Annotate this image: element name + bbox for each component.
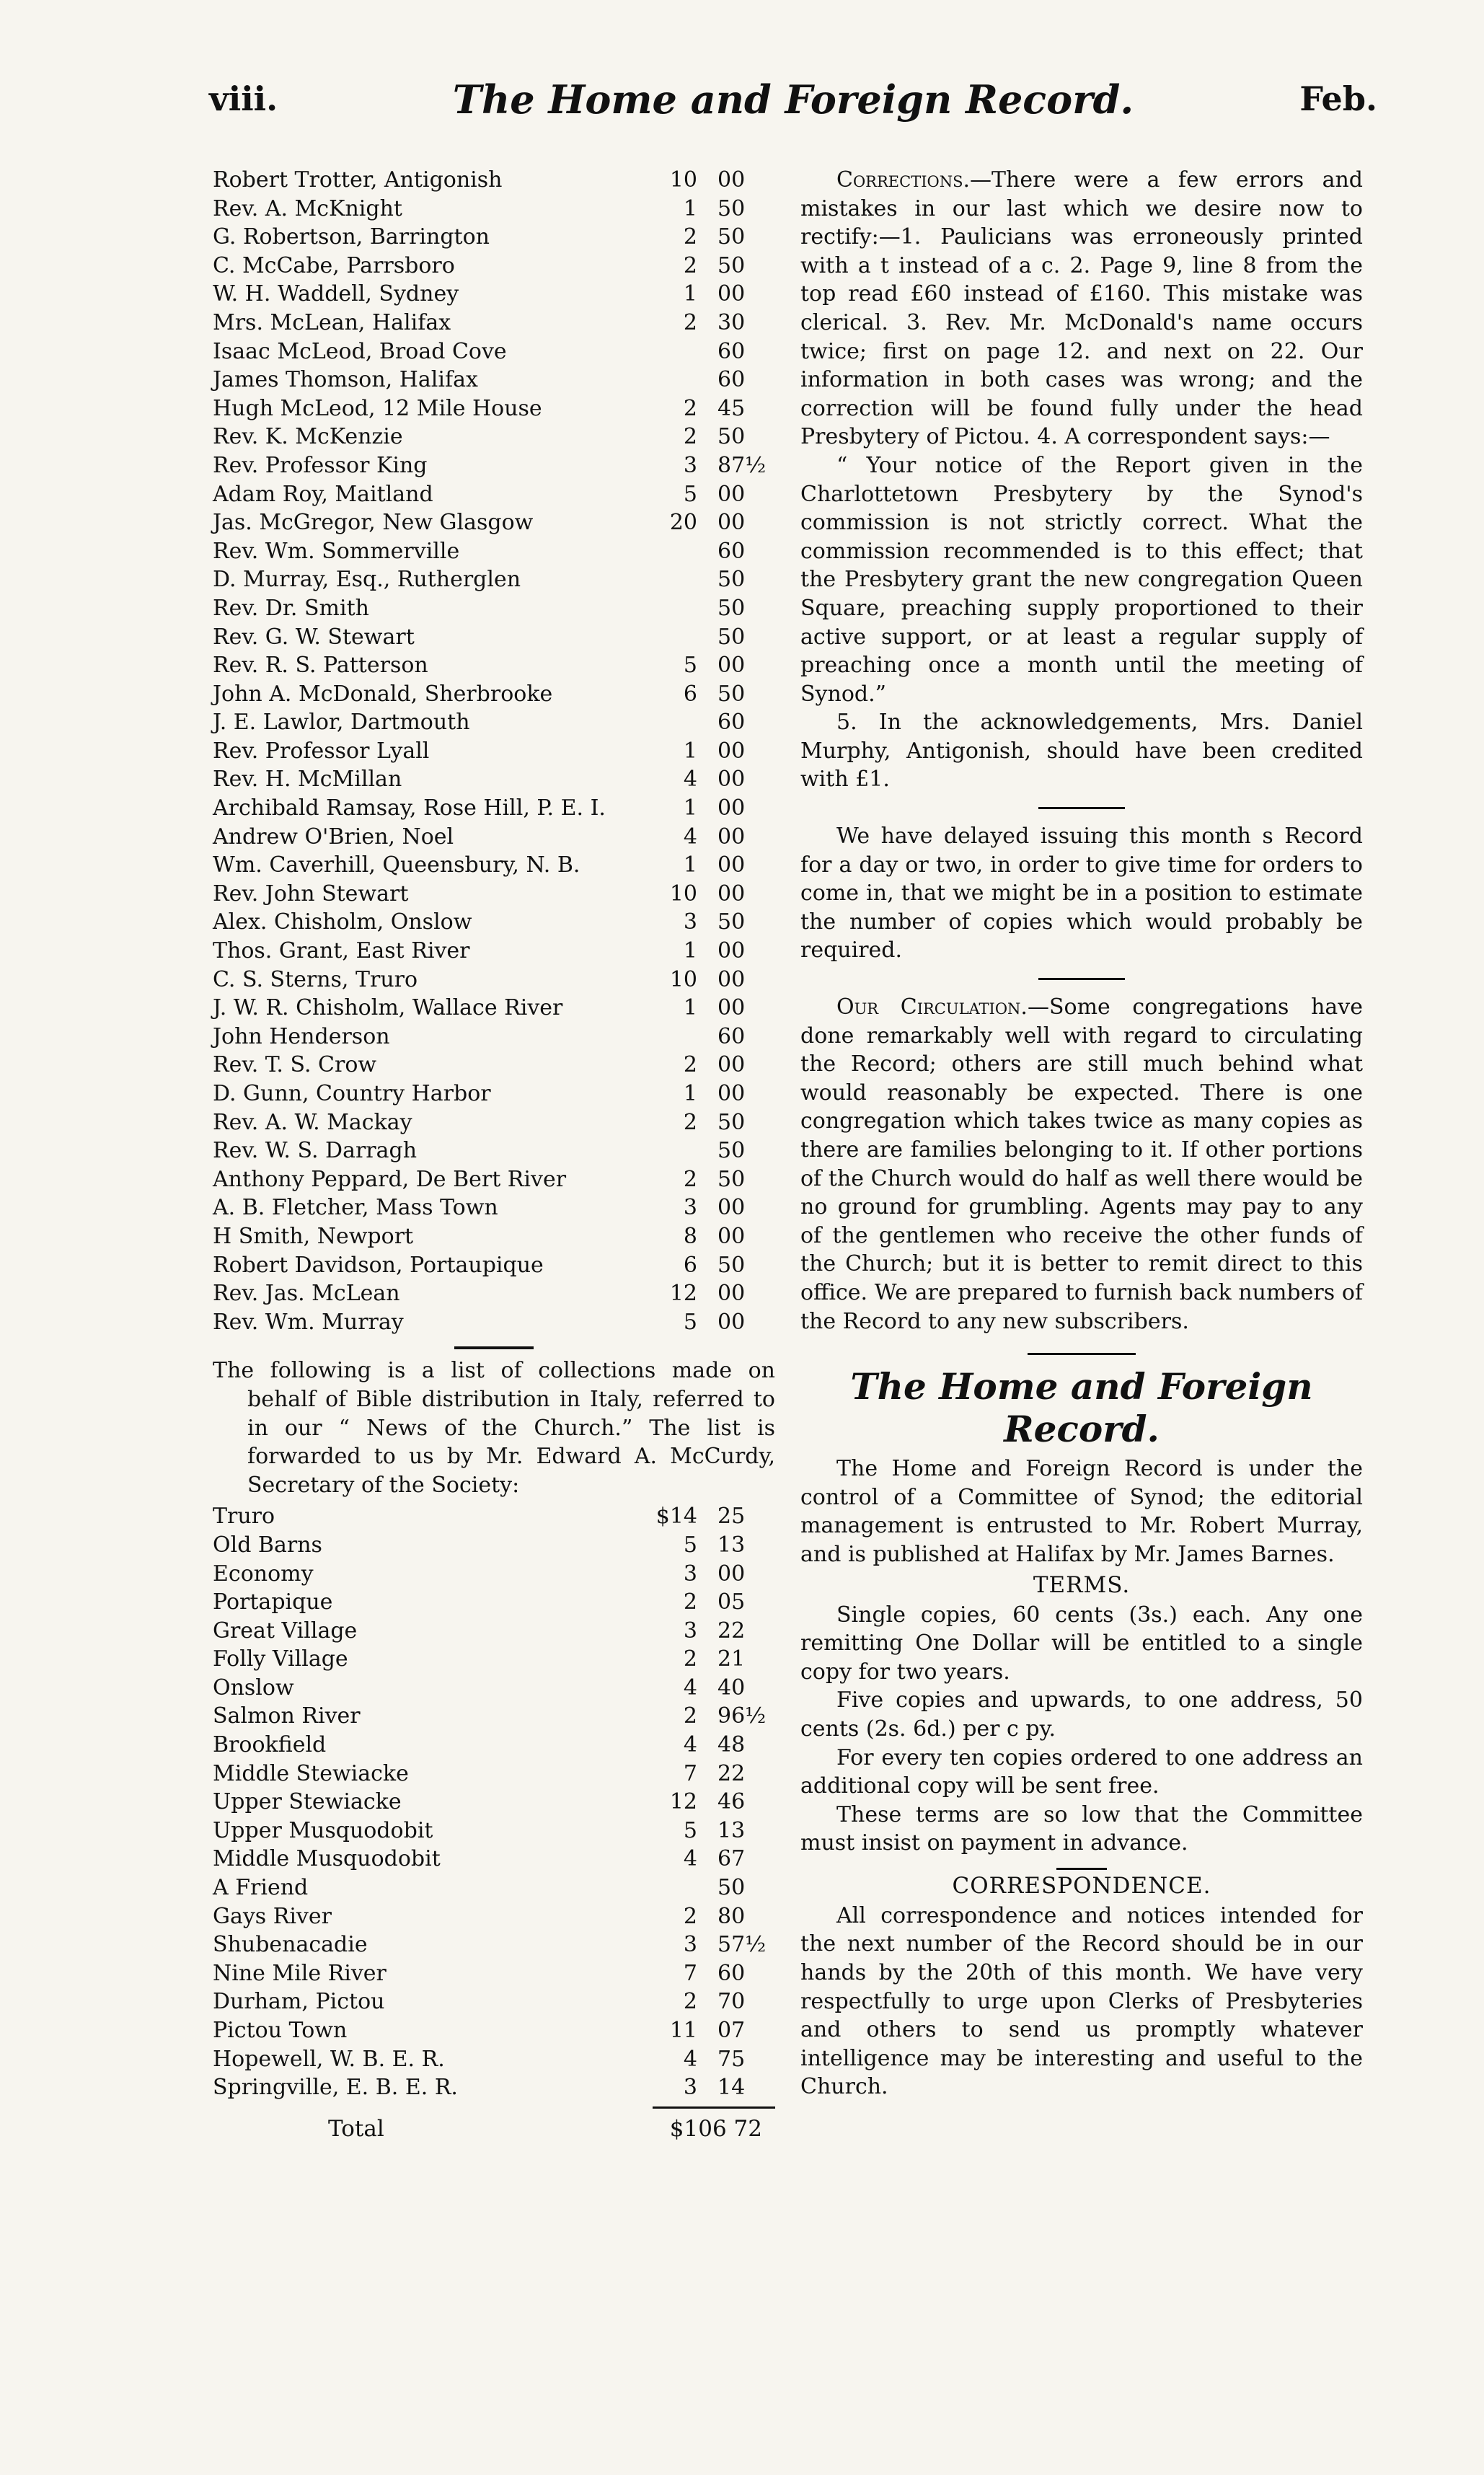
entry-cents: 60 bbox=[717, 338, 746, 364]
entry-name: Rev. H. McMillan bbox=[213, 767, 402, 793]
entry-dollars: 3 bbox=[683, 909, 697, 935]
contribution-row bbox=[213, 1080, 775, 1108]
entry-name: Alex. Chisholm, Onslow bbox=[213, 909, 472, 935]
entry-cents: 57½ bbox=[717, 1932, 767, 1958]
contribution-row bbox=[213, 252, 775, 281]
collection-row bbox=[213, 1874, 775, 1902]
entry-dollars: 1 bbox=[683, 1081, 697, 1106]
entry-name: Upper Musquodobit bbox=[213, 1817, 433, 1843]
issue-month: Feb. bbox=[1299, 79, 1377, 118]
total-amount: $106 72 bbox=[669, 2115, 762, 2142]
collection-row bbox=[213, 1731, 775, 1760]
contribution-row bbox=[213, 994, 775, 1023]
page-header bbox=[209, 76, 1377, 137]
entry-name: A. B. Fletcher, Mass Town bbox=[213, 1195, 498, 1221]
entry-cents: 00 bbox=[717, 1561, 746, 1587]
contribution-row bbox=[213, 680, 775, 709]
entry-cents: 07 bbox=[717, 2018, 746, 2043]
entry-name: Hugh McLeod, 12 Mile House bbox=[213, 395, 542, 421]
collection-row bbox=[213, 1560, 775, 1589]
entry-cents: 50 bbox=[717, 909, 746, 935]
contribution-row bbox=[213, 1222, 775, 1251]
entry-cents: 50 bbox=[717, 1109, 746, 1135]
contribution-row bbox=[213, 880, 775, 909]
entry-dollars: 5 bbox=[683, 1532, 697, 1558]
contribution-row bbox=[213, 737, 775, 766]
collection-row bbox=[213, 1902, 775, 1931]
entry-cents: 22 bbox=[717, 1760, 746, 1786]
contribution-row bbox=[213, 1308, 775, 1337]
entry-cents: 50 bbox=[717, 567, 746, 593]
contribution-row bbox=[213, 1051, 775, 1080]
entry-cents: 00 bbox=[717, 995, 746, 1021]
collection-row bbox=[213, 1988, 775, 2016]
entry-dollars: 2 bbox=[683, 1903, 697, 1929]
collection-row bbox=[213, 1531, 775, 1560]
entry-name: Wm. Caverhill, Queensbury, N. B. bbox=[213, 852, 580, 878]
left-column bbox=[213, 166, 775, 2145]
entry-dollars: 2 bbox=[683, 1052, 697, 1078]
collection-row bbox=[213, 1788, 775, 1817]
entry-dollars: 1 bbox=[683, 995, 697, 1021]
entry-cents: 22 bbox=[717, 1618, 746, 1644]
contribution-row bbox=[213, 1251, 775, 1280]
entry-cents: 50 bbox=[717, 424, 746, 450]
entry-dollars: $14 bbox=[655, 1504, 697, 1530]
entry-dollars: 10 bbox=[669, 966, 697, 992]
entry-dollars: 2 bbox=[683, 1166, 697, 1192]
entry-dollars: 2 bbox=[683, 1589, 697, 1615]
contribution-row bbox=[213, 1165, 775, 1194]
entry-cents: 05 bbox=[717, 1589, 746, 1615]
entry-cents: 25 bbox=[717, 1504, 746, 1530]
entry-dollars: 3 bbox=[683, 2075, 697, 2101]
entry-dollars: 4 bbox=[683, 767, 697, 793]
section-rule bbox=[454, 1346, 534, 1349]
contribution-row bbox=[213, 195, 775, 224]
entry-cents: 50 bbox=[717, 1166, 746, 1192]
entry-dollars: 12 bbox=[669, 1789, 697, 1815]
entry-name: D. Gunn, Country Harbor bbox=[213, 1081, 491, 1106]
entry-cents: 13 bbox=[717, 1532, 746, 1558]
entry-cents: 00 bbox=[717, 767, 746, 793]
entry-name: Isaac McLeod, Broad Cove bbox=[213, 338, 507, 364]
contribution-row bbox=[213, 708, 775, 737]
entry-cents: 00 bbox=[717, 1223, 746, 1249]
entry-cents: 60 bbox=[717, 538, 746, 564]
entry-cents: 60 bbox=[717, 367, 746, 393]
entry-dollars: 2 bbox=[683, 424, 697, 450]
entry-dollars: 3 bbox=[683, 1932, 697, 1958]
contribution-row bbox=[213, 937, 775, 966]
entry-dollars: 1 bbox=[683, 195, 697, 221]
entry-dollars: 7 bbox=[683, 1760, 697, 1786]
entry-name: Hopewell, W. B. E. R. bbox=[213, 2046, 445, 2072]
entry-name: Rev. Jas. McLean bbox=[213, 1281, 400, 1307]
entry-name: Truro bbox=[213, 1504, 275, 1530]
entry-cents: 00 bbox=[717, 510, 746, 536]
entry-name: Rev. T. S. Crow bbox=[213, 1052, 377, 1078]
entry-name: Robert Davidson, Portaupique bbox=[213, 1252, 544, 1278]
terms-item: For every ten copies ordered to one address an additional copy will be sent free. bbox=[800, 1744, 1363, 1799]
terms-item: These terms are so low that the Committee must insist on payment in advance. bbox=[800, 1801, 1363, 1856]
terms-heading: TERMS. bbox=[1033, 1571, 1131, 1598]
entry-cents: 87½ bbox=[717, 452, 767, 478]
entry-cents: 21 bbox=[717, 1646, 746, 1672]
entry-cents: 00 bbox=[717, 852, 746, 878]
collection-row bbox=[213, 1702, 775, 1731]
entry-cents: 50 bbox=[717, 595, 746, 621]
entry-dollars: 12 bbox=[669, 1281, 697, 1307]
entry-cents: 70 bbox=[717, 1989, 746, 2015]
contribution-row bbox=[213, 451, 775, 480]
collection-row bbox=[213, 1760, 775, 1788]
entry-name: Thos. Grant, East River bbox=[213, 938, 470, 964]
section-rule bbox=[1056, 1868, 1107, 1870]
entry-name: Middle Musquodobit bbox=[213, 1846, 441, 1872]
entry-name: Rev. W. S. Darragh bbox=[213, 1138, 418, 1164]
entry-cents: 60 bbox=[717, 1023, 746, 1049]
entry-cents: 00 bbox=[717, 1081, 746, 1106]
entry-name: Salmon River bbox=[213, 1703, 361, 1729]
correspondence-paragraph: All correspondence and notices intended for the next number of the Record should be in our hands by the 20th of this month. We have very respectfully to urge upon Clerks of Presbyteries and others to send us promptly whatever intelligence may be interesting and useful to the Church. bbox=[800, 1902, 1363, 2100]
running-title: The Home and Foreign Record. bbox=[452, 76, 1134, 123]
entry-cents: 00 bbox=[717, 481, 746, 507]
entry-dollars: 4 bbox=[683, 1675, 697, 1700]
entry-dollars: 2 bbox=[683, 309, 697, 335]
entry-cents: 45 bbox=[717, 395, 746, 421]
contributions-list bbox=[213, 166, 775, 1336]
entry-name: Pictou Town bbox=[213, 2018, 348, 2043]
entry-dollars: 4 bbox=[683, 1732, 697, 1758]
entry-name: D. Murray, Esq., Rutherglen bbox=[213, 567, 521, 593]
entry-cents: 50 bbox=[717, 1875, 746, 1901]
contribution-row bbox=[213, 851, 775, 880]
corrections-item5: 5. In the acknowledgements, Mrs. Daniel Murphy, Antigonish, should have been credited with £1. bbox=[800, 710, 1363, 793]
entry-cents: 00 bbox=[717, 653, 746, 679]
entry-cents: 00 bbox=[717, 281, 746, 307]
entry-name: Rev. G. W. Stewart bbox=[213, 624, 415, 650]
collections-list bbox=[213, 1502, 775, 2101]
entry-name: J. E. Lawlor, Dartmouth bbox=[213, 710, 470, 736]
entry-cents: 50 bbox=[717, 224, 746, 250]
contribution-row bbox=[213, 309, 775, 338]
entry-name: Robert Trotter, Antigonish bbox=[213, 167, 503, 193]
contribution-row bbox=[213, 1194, 775, 1222]
contribution-row bbox=[213, 651, 775, 680]
entry-name: Rev. Wm. Murray bbox=[213, 1309, 404, 1335]
entry-cents: 50 bbox=[717, 252, 746, 278]
total-label: Total bbox=[328, 2115, 384, 2142]
corrections-text: —There were a few errors and mistakes in our last which we desire now to rectify:—1. Paulicians was erroneously printed with a t instead of a c. 2. Page 9, line 8 from the top read £60 instead of £160. This mistake was clerical. 3. Rev. Mr. McDonald's name occurs twice; first on page 12. and next on 22. Our information in both cases was wrong; and the correction will be found fully under the head Presbytery of Pictou. 4. A correspondent says:— bbox=[800, 167, 1363, 450]
entry-dollars: 6 bbox=[683, 1252, 697, 1278]
entry-cents: 00 bbox=[717, 1309, 746, 1335]
corrections-paragraph bbox=[800, 166, 1363, 451]
entry-dollars: 4 bbox=[683, 824, 697, 850]
entry-name: G. Robertson, Barrington bbox=[213, 224, 490, 250]
entry-cents: 46 bbox=[717, 1789, 746, 1815]
entry-name: Springville, E. B. E. R. bbox=[213, 2075, 458, 2101]
collection-row bbox=[213, 1845, 775, 1874]
entry-name: Gays River bbox=[213, 1903, 332, 1929]
entry-dollars: 1 bbox=[683, 938, 697, 964]
entry-cents: 00 bbox=[717, 1281, 746, 1307]
entry-name: Nine Mile River bbox=[213, 1960, 387, 1986]
contribution-row bbox=[213, 1023, 775, 1051]
entry-cents: 00 bbox=[717, 1052, 746, 1078]
entry-name: Durham, Pictou bbox=[213, 1989, 385, 2015]
total-rule bbox=[653, 2106, 775, 2109]
correspondence-heading: CORRESPONDENCE. bbox=[952, 1872, 1211, 1899]
contribution-row bbox=[213, 166, 775, 195]
collection-row bbox=[213, 1617, 775, 1646]
entry-name: H Smith, Newport bbox=[213, 1223, 414, 1249]
collections-total-row bbox=[213, 2113, 775, 2145]
contribution-row bbox=[213, 823, 775, 852]
entry-dollars: 1 bbox=[683, 795, 697, 821]
entry-name: Brookfield bbox=[213, 1732, 327, 1758]
contribution-row bbox=[213, 594, 775, 623]
entry-dollars: 1 bbox=[683, 738, 697, 764]
contribution-row bbox=[213, 508, 775, 537]
entry-name: Adam Roy, Maitland bbox=[213, 481, 433, 507]
corrections-quote: “ Your notice of the Report given in the Charlottetown Presbytery by the Synod's commission is not strictly correct. What the commission recommended is to this effect; that the Presbytery grant the new congregation Queen Square, preaching supply proportioned to their active support, or at least a regular supply of preaching once a month until the meeting of Synod.” bbox=[800, 452, 1363, 707]
collection-row bbox=[213, 1502, 775, 1531]
contribution-row bbox=[213, 966, 775, 994]
contribution-row bbox=[213, 623, 775, 652]
entry-cents: 00 bbox=[717, 795, 746, 821]
delay-notice: We have delayed issuing this month s Record for a day or two, in order to give time for orders to come in, that we might be in a position to estimate the number of copies which would probably be required. bbox=[800, 824, 1363, 963]
contribution-row bbox=[213, 537, 775, 566]
entry-dollars: 5 bbox=[683, 653, 697, 679]
entry-cents: 50 bbox=[717, 681, 746, 707]
collection-row bbox=[213, 2073, 775, 2102]
entry-cents: 30 bbox=[717, 309, 746, 335]
record-box-title: The Home and Foreign Record. bbox=[850, 1365, 1313, 1451]
collection-row bbox=[213, 1817, 775, 1845]
entry-dollars: 20 bbox=[669, 510, 697, 536]
collection-row bbox=[213, 1931, 775, 1959]
entry-cents: 00 bbox=[717, 738, 746, 764]
collection-row bbox=[213, 2045, 775, 2074]
entry-name: Rev. Wm. Sommerville bbox=[213, 538, 460, 564]
entry-name: Upper Stewiacke bbox=[213, 1789, 402, 1815]
entry-name: Economy bbox=[213, 1561, 314, 1587]
contribution-row bbox=[213, 394, 775, 423]
entry-dollars: 8 bbox=[683, 1223, 697, 1249]
entry-cents: 48 bbox=[717, 1732, 746, 1758]
entry-name: Old Barns bbox=[213, 1532, 322, 1558]
entry-name: Rev. A. W. Mackay bbox=[213, 1109, 412, 1135]
entry-name: John A. McDonald, Sherbrooke bbox=[213, 681, 553, 707]
circulation-text: —Some congregations have done remarkably well with regard to circulating the Record; others are still much behind what would reasonably be expected. There is one congregation which takes twice as many copies as there are families belonging to it. If other portions of the Church would do half as well there would be no ground for grumbling. Agents may pay to any of the gentlemen who receive the other funds of the Church; but it is better to remit direct to this office. We are prepared to furnish back numbers of the Record to any new subscribers. bbox=[800, 994, 1363, 1334]
contribution-row bbox=[213, 794, 775, 823]
entry-dollars: 3 bbox=[683, 1618, 697, 1644]
collection-row bbox=[213, 1588, 775, 1617]
entry-dollars: 6 bbox=[683, 681, 697, 707]
contribution-row bbox=[213, 1279, 775, 1308]
entry-name: Middle Stewiacke bbox=[213, 1760, 409, 1786]
entry-dollars: 2 bbox=[683, 252, 697, 278]
entry-name: A Friend bbox=[213, 1875, 309, 1901]
entry-name: Portapique bbox=[213, 1589, 333, 1615]
entry-name: Onslow bbox=[213, 1675, 294, 1700]
record-box-intro: The Home and Foreign Record is under the control of a Committee of Synod; the editorial management is entrusted to Mr. Robert Murray, and is published at Halifax by Mr. James Barnes. bbox=[800, 1456, 1363, 1567]
entry-dollars: 3 bbox=[683, 1561, 697, 1587]
terms-item: Five copies and upwards, to one address, 50 cents (2s. 6d.) per c py. bbox=[800, 1688, 1363, 1742]
entry-cents: 00 bbox=[717, 1195, 746, 1221]
entry-dollars: 7 bbox=[683, 1960, 697, 1986]
entry-cents: 50 bbox=[717, 1252, 746, 1278]
entry-cents: 14 bbox=[717, 2075, 746, 2101]
page-number: viii. bbox=[209, 79, 278, 118]
terms-item: Single copies, 60 cents (3s.) each. Any one remitting One Dollar will be entitled to a single copy for two years. bbox=[800, 1602, 1363, 1685]
entry-dollars: 1 bbox=[683, 852, 697, 878]
section-rule bbox=[1038, 807, 1125, 809]
contribution-row bbox=[213, 338, 775, 366]
contribution-row bbox=[213, 908, 775, 937]
entry-name: Rev. Professor Lyall bbox=[213, 738, 430, 764]
collection-row bbox=[213, 1645, 775, 1674]
entry-dollars: 10 bbox=[669, 167, 697, 193]
entry-name: C. S. Sterns, Truro bbox=[213, 966, 418, 992]
entry-dollars: 5 bbox=[683, 481, 697, 507]
entry-name: Andrew O'Brien, Noel bbox=[213, 824, 454, 850]
entry-name: Archibald Ramsay, Rose Hill, P. E. I. bbox=[213, 795, 606, 821]
entry-cents: 40 bbox=[717, 1675, 746, 1700]
entry-cents: 80 bbox=[717, 1903, 746, 1929]
entry-dollars: 10 bbox=[669, 881, 697, 906]
entry-dollars: 2 bbox=[683, 1989, 697, 2015]
section-rule bbox=[1038, 978, 1125, 980]
circulation-lead: Our Circulation. bbox=[836, 994, 1028, 1020]
entry-dollars: 5 bbox=[683, 1817, 697, 1843]
entry-name: Jas. McGregor, New Glasgow bbox=[213, 510, 534, 536]
entry-dollars: 2 bbox=[683, 395, 697, 421]
contribution-row bbox=[213, 765, 775, 794]
entry-cents: 50 bbox=[717, 624, 746, 650]
collections-intro: The following is a list of collections made on behalf of Bible distribution in Italy, referred to in our “ News of the Church.” The list is forwarded to us by Mr. Edward A. McCurdy, Secretary of the Society: bbox=[213, 1358, 775, 1498]
contribution-row bbox=[213, 565, 775, 594]
entry-name: Anthony Peppard, De Bert River bbox=[213, 1166, 567, 1192]
entry-cents: 67 bbox=[717, 1846, 746, 1872]
entry-name: Rev. Professor King bbox=[213, 452, 428, 478]
entry-dollars: 1 bbox=[683, 281, 697, 307]
entry-name: Rev. K. McKenzie bbox=[213, 424, 403, 450]
entry-name: Folly Village bbox=[213, 1646, 348, 1672]
section-rule bbox=[1028, 1353, 1136, 1355]
entry-cents: 75 bbox=[717, 2046, 746, 2072]
contribution-row bbox=[213, 480, 775, 509]
entry-name: Rev. John Stewart bbox=[213, 881, 409, 906]
entry-cents: 00 bbox=[717, 938, 746, 964]
entry-name: C. McCabe, Parrsboro bbox=[213, 252, 455, 278]
entry-name: Mrs. McLean, Halifax bbox=[213, 309, 451, 335]
entry-cents: 00 bbox=[717, 167, 746, 193]
contribution-row bbox=[213, 423, 775, 451]
entry-dollars: 4 bbox=[683, 2046, 697, 2072]
right-column bbox=[800, 166, 1363, 2101]
entry-cents: 50 bbox=[717, 1138, 746, 1164]
collection-row bbox=[213, 1959, 775, 1988]
entry-cents: 96½ bbox=[717, 1703, 767, 1729]
circulation-paragraph bbox=[800, 993, 1363, 1336]
collection-row bbox=[213, 2016, 775, 2045]
entry-dollars: 2 bbox=[683, 224, 697, 250]
entry-dollars: 4 bbox=[683, 1846, 697, 1872]
entry-cents: 00 bbox=[717, 824, 746, 850]
entry-dollars: 2 bbox=[683, 1646, 697, 1672]
contribution-row bbox=[213, 366, 775, 394]
entry-cents: 00 bbox=[717, 966, 746, 992]
entry-dollars: 2 bbox=[683, 1703, 697, 1729]
entry-name: Great Village bbox=[213, 1618, 358, 1644]
entry-cents: 50 bbox=[717, 195, 746, 221]
entry-name: John Henderson bbox=[213, 1023, 390, 1049]
entry-cents: 00 bbox=[717, 881, 746, 906]
entry-name: W. H. Waddell, Sydney bbox=[213, 281, 459, 307]
contribution-row bbox=[213, 223, 775, 252]
contribution-row bbox=[213, 1137, 775, 1165]
entry-name: Rev. R. S. Patterson bbox=[213, 653, 428, 679]
entry-dollars: 3 bbox=[683, 1195, 697, 1221]
corrections-lead: Corrections. bbox=[836, 167, 971, 193]
entry-name: James Thomson, Halifax bbox=[213, 367, 478, 393]
collection-row bbox=[213, 1674, 775, 1703]
entry-cents: 60 bbox=[717, 1960, 746, 1986]
entry-name: Rev. Dr. Smith bbox=[213, 595, 369, 621]
entry-dollars: 5 bbox=[683, 1309, 697, 1335]
entry-dollars: 11 bbox=[669, 2018, 697, 2043]
entry-name: Rev. A. McKnight bbox=[213, 195, 402, 221]
entry-cents: 13 bbox=[717, 1817, 746, 1843]
entry-dollars: 2 bbox=[683, 1109, 697, 1135]
entry-name: Shubenacadie bbox=[213, 1932, 368, 1958]
entry-name: J. W. R. Chisholm, Wallace River bbox=[213, 995, 563, 1021]
contribution-row bbox=[213, 280, 775, 309]
entry-dollars: 3 bbox=[683, 452, 697, 478]
entry-cents: 60 bbox=[717, 710, 746, 736]
contribution-row bbox=[213, 1108, 775, 1137]
